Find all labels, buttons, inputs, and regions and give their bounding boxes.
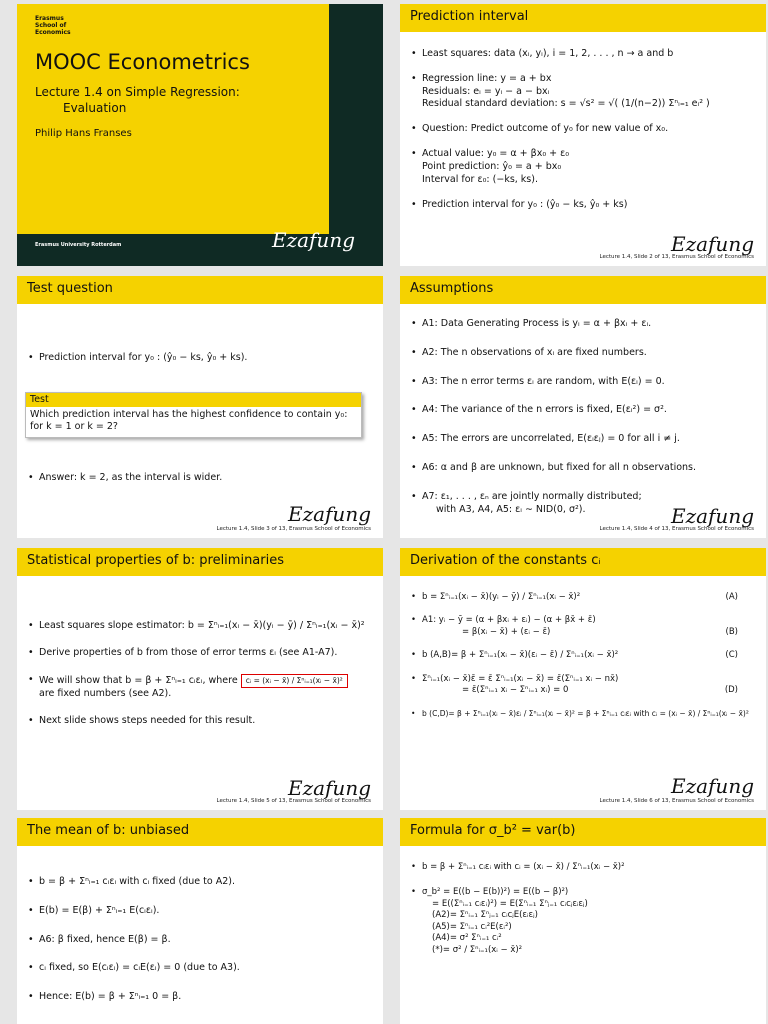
slide-body <box>408 48 758 222</box>
slide-footer: Lecture 1.4, Slide 5 of 13, Erasmus School of Economics <box>216 798 371 804</box>
bullet: • Question: Predict outcome of y₀ for new value of x₀. <box>408 123 758 136</box>
equation-label: (C) <box>725 650 738 661</box>
lecture-subtitle <box>35 84 240 116</box>
derivation-line: • σ_b² = E((b − E(b))²) = E((b − β)²) <box>422 887 569 898</box>
equation: = β(xᵢ − x̄) + (εᵢ − ε̄) <box>462 626 551 637</box>
slide-header <box>400 276 766 304</box>
slide-title: The mean of b: unbiased <box>27 823 190 838</box>
line: • Actual value: y₀ = α + βx₀ + ε₀ <box>422 148 570 160</box>
slide-title: Assumptions <box>410 281 494 296</box>
slide-header <box>17 548 383 576</box>
signature-logo: Ezafung <box>670 774 754 798</box>
slide-header <box>400 548 766 576</box>
bullet: • cᵢ fixed, so E(cᵢεᵢ) = cᵢE(εᵢ) = 0 (due to A3). <box>25 962 375 975</box>
slide-variance-formula <box>400 818 766 1024</box>
slide-body <box>25 352 375 376</box>
title-panel <box>17 4 329 234</box>
equation: = ε̄(Σⁿᵢ₌₁ xᵢ − Σⁿᵢ₌₁ xᵢ) = 0 <box>462 685 569 696</box>
bullet: • Next slide shows steps needed for this result. <box>25 715 375 728</box>
equation-row <box>408 674 758 697</box>
equation-label: (D) <box>724 685 738 696</box>
line: Residual standard deviation: s = √s² = √( (1/(n−2)) Σⁿᵢ₌₁ eᵢ² ) <box>422 98 710 110</box>
slide-footer: Lecture 1.4, Slide 6 of 13, Erasmus School of Economics <box>599 798 754 804</box>
derivation-line: (*)= σ² / Σⁿᵢ₌₁(xᵢ − x̄)² <box>432 944 523 955</box>
subtitle-line-1: Lecture 1.4 on Simple Regression: <box>35 85 240 99</box>
equation: • b (A,B)= β + Σⁿᵢ₌₁(xᵢ − x̄)(εᵢ − ε̄) / Σⁿᵢ₌₁(xᵢ − x̄)² <box>422 650 619 661</box>
slide-body <box>408 862 758 967</box>
derivation-line: (A4)= σ² Σⁿᵢ₌₁ cᵢ² <box>432 933 502 944</box>
test-header: Test <box>26 393 361 407</box>
slide-prediction-interval <box>400 4 766 266</box>
school-logo <box>35 16 71 37</box>
bullet: • Derive properties of b from those of error terms εᵢ (see A1-A7). <box>25 647 375 660</box>
signature-logo: Ezafung <box>287 502 371 526</box>
signature-logo: Ezafung <box>271 228 355 252</box>
author: Philip Hans Franses <box>35 128 132 139</box>
line: Interval for ε₀: (−ks, ks). <box>422 173 538 185</box>
school-line: School of <box>35 21 67 29</box>
bullet: • A4: The variance of the n errors is fixed, E(εᵢ²) = σ². <box>408 404 758 417</box>
slide-title: Statistical properties of b: preliminaries <box>27 553 285 568</box>
slide-body-answer <box>25 472 375 496</box>
signature-logo: Ezafung <box>287 776 371 800</box>
equation-row <box>408 592 758 603</box>
bullet <box>408 148 758 186</box>
slide-header <box>17 818 383 846</box>
slide-mean-of-b <box>17 818 383 1024</box>
signature-logo: Ezafung <box>670 504 754 528</box>
bullet: • b = β + Σⁿᵢ₌₁ cᵢεᵢ with cᵢ = (xᵢ − x̄) / Σⁿᵢ₌₁(xᵢ − x̄)² <box>408 862 758 873</box>
slide-title: Formula for σ_b² = var(b) <box>410 823 576 838</box>
bullet: • Least squares slope estimator: b = Σⁿᵢ₌₁(xᵢ − x̄)(yᵢ − ȳ) / Σⁿᵢ₌₁(xᵢ − x̄)² <box>25 620 375 633</box>
bullet: • A5: The errors are uncorrelated, E(εᵢεⱼ) = 0 for all i ≠ j. <box>408 433 758 446</box>
slide-header <box>17 276 383 304</box>
line: Residuals: eᵢ = yᵢ − a − bxᵢ <box>422 85 550 97</box>
bullet: • b = β + Σⁿᵢ₌₁ cᵢεᵢ with cᵢ fixed (due to A2). <box>25 876 375 889</box>
equation-row: • b (C,D)= β + Σⁿᵢ₌₁(xᵢ − x̄)εᵢ / Σⁿᵢ₌₁(xᵢ − x̄)² = β + Σⁿᵢ₌₁ cᵢεᵢ with cᵢ = (xᵢ − x̄) / Σⁿᵢ₌₁(xᵢ − x̄)² <box>408 709 758 719</box>
slide-header <box>400 4 766 32</box>
bullet: • Answer: k = 2, as the interval is wider. <box>25 472 375 485</box>
line: are fixed numbers (see A2). <box>39 687 172 699</box>
bullet: • A2: The n observations of xᵢ are fixed numbers. <box>408 347 758 360</box>
slide-header <box>400 818 766 846</box>
line: with A3, A4, A5: εᵢ ∼ NID(0, σ²). <box>436 503 586 515</box>
slide-assumptions <box>400 276 766 538</box>
bullet: • A1: Data Generating Process is yᵢ = α + βxᵢ + εᵢ. <box>408 318 758 331</box>
derivation-line: = E((Σⁿᵢ₌₁ cᵢεᵢ)²) = E(Σⁿᵢ₌₁ Σⁿⱼ₌₁ cᵢcⱼεᵢεⱼ) <box>432 898 588 909</box>
equation: • b = Σⁿᵢ₌₁(xᵢ − x̄)(yᵢ − ȳ) / Σⁿᵢ₌₁(xᵢ − x̄)² <box>422 592 581 602</box>
slide-body <box>25 876 375 1015</box>
bullet <box>408 73 758 111</box>
bullet: • A6: β fixed, hence E(β) = β. <box>25 934 375 947</box>
slide-title: Derivation of the constants cᵢ <box>410 553 601 568</box>
slide-derivation <box>400 548 766 810</box>
slide-title <box>17 4 383 266</box>
course-title: MOOC Econometrics <box>35 50 250 74</box>
equation-row <box>408 615 758 638</box>
slide-footer: Lecture 1.4, Slide 3 of 13, Erasmus School of Economics <box>216 526 371 532</box>
signature-logo: Ezafung <box>670 232 754 256</box>
slide-title: Prediction interval <box>410 9 529 24</box>
equation: • A1: yᵢ − ȳ = (α + βxᵢ + εᵢ) − (α + βx̄ + ε̄) <box>422 615 596 626</box>
bullet <box>408 887 758 956</box>
equation-row <box>408 650 758 661</box>
equation-label: (A) <box>725 592 738 602</box>
bullet: • Least squares: data (xᵢ, yᵢ), i = 1, 2, . . . , n → a and b <box>408 48 758 61</box>
school-line: Economics <box>35 28 71 36</box>
line: We will show that b = β + Σⁿᵢ₌₁ cᵢεᵢ, where <box>39 674 238 686</box>
test-box <box>25 392 362 438</box>
derivation-line: (A5)= Σⁿᵢ₌₁ cᵢ²E(εᵢ²) <box>432 921 512 932</box>
highlight-box: cᵢ = (xᵢ − x̄) / Σⁿᵢ₌₁(xᵢ − x̄)² <box>241 674 348 688</box>
slide-title: Test question <box>27 281 113 296</box>
school-line: Erasmus <box>35 15 64 22</box>
bullet: • A3: The n error terms εᵢ are random, with E(εᵢ) = 0. <box>408 376 758 389</box>
test-line: Which prediction interval has the highest confidence to contain y₀: <box>30 409 348 420</box>
derivation-line: (A2)= Σⁿᵢ₌₁ Σⁿⱼ₌₁ cᵢcⱼE(εᵢεⱼ) <box>432 910 538 921</box>
test-line: for k = 1 or k = 2? <box>30 421 118 433</box>
bullet: • Hence: E(b) = β + Σⁿᵢ₌₁ 0 = β. <box>25 991 375 1004</box>
line: • Regression line: y = a + bx <box>422 72 552 84</box>
slide-footer: Lecture 1.4, Slide 4 of 13, Erasmus School of Economics <box>599 526 754 532</box>
bullet: • E(b) = E(β) + Σⁿᵢ₌₁ E(cᵢεᵢ). <box>25 905 375 918</box>
line: Point prediction: ŷ₀ = a + bx₀ <box>422 160 562 172</box>
slide-body <box>25 620 375 738</box>
slide-statistical-properties <box>17 548 383 810</box>
slide-body <box>408 592 758 730</box>
slide-footer: Lecture 1.4, Slide 2 of 13, Erasmus School of Economics <box>599 254 754 260</box>
slide-test-question <box>17 276 383 538</box>
equation-label: (B) <box>725 626 738 637</box>
bullet: • A6: α and β are unknown, but fixed for all n observations. <box>408 462 758 475</box>
equation: • Σⁿᵢ₌₁(xᵢ − x̄)ε̄ = ε̄ Σⁿᵢ₌₁(xᵢ − x̄) = ε̄(Σⁿᵢ₌₁ xᵢ − nx̄) <box>422 673 619 684</box>
bullet: • Prediction interval for y₀ : (ŷ₀ − ks, ŷ₀ + ks) <box>408 199 758 212</box>
subtitle-line-2: Evaluation <box>63 101 127 116</box>
test-body <box>26 407 361 436</box>
university-name: Erasmus University Rotterdam <box>35 242 122 248</box>
line: • A7: ε₁, . . . , εₙ are jointly normally distributed; <box>422 490 642 502</box>
bullet <box>25 674 375 701</box>
slide-body <box>408 318 758 528</box>
bullet: • Prediction interval for y₀ : (ŷ₀ − ks, ŷ₀ + ks). <box>25 352 375 365</box>
